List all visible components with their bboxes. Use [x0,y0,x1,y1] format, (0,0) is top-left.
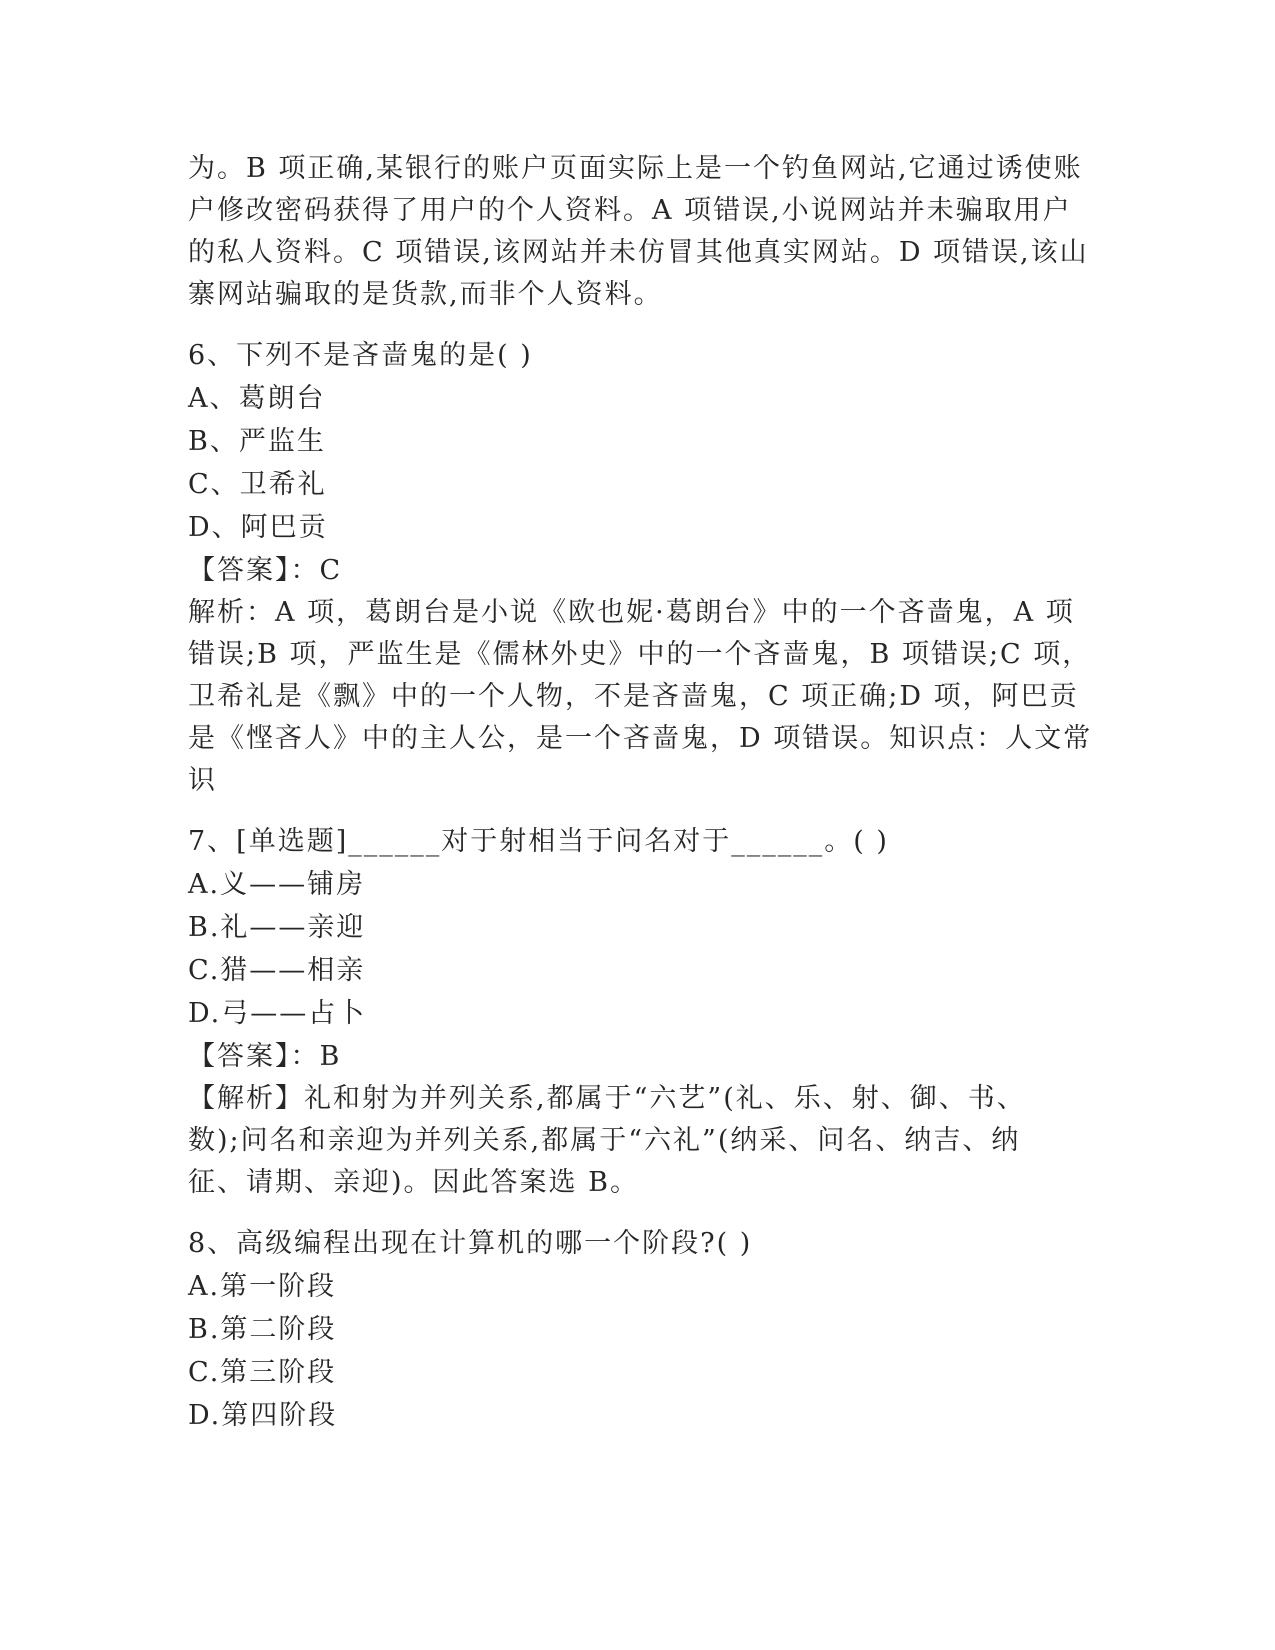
answer-line: 【答案】：C [188,555,343,586]
question-title: 8、高级编程出现在计算机的哪一个阶段?( ) [188,1228,753,1259]
spacer [188,316,1088,334]
analysis-line: 数);问名和亲迎为并列关系,都属于“六礼”(纳采、问名、纳吉、纳 [188,1125,1021,1156]
analysis-line: 为。B 项正确,某银行的账户页面实际上是一个钓鱼网站,它通过诱使账 [188,153,1083,184]
spacer [188,1204,1088,1222]
option-a: A.第一阶段 [188,1271,337,1302]
document-page [188,148,1093,1437]
option-b: B.第二阶段 [188,1314,337,1345]
option-d: D、阿巴贡 [188,512,328,543]
analysis-line: 错误;B 项，严监生是《儒林外史》中的一个吝啬鬼，B 项错误;C 项， [188,639,1092,670]
analysis-line: 是《悭吝人》中的主人公，是一个吝啬鬼，D 项错误。知识点：人文常 [188,723,1093,754]
question-title: 7、[单选题]______对于射相当于问名对于______。( ) [188,826,889,857]
option-c: C、卫希礼 [188,469,327,500]
analysis-line: 的私人资料。C 项错误,该网站并未仿冒其他真实网站。D 项错误,该山 [188,237,1089,268]
option-b: B.礼——亲迎 [188,912,366,943]
analysis-line: 解析：A 项，葛朗台是小说《欧也妮·葛朗台》中的一个吝啬鬼，A 项 [188,597,1075,628]
answer-line: 【答案】：B [188,1041,342,1072]
question-8 [188,1222,1088,1437]
analysis-line: 识 [188,765,217,796]
question-7 [188,820,1088,1204]
analysis-line: 【解析】礼和射为并列关系,都属于“六艺”(礼、乐、射、御、书、 [188,1083,1026,1114]
analysis-line: 寨网站骗取的是货款,而非个人资料。 [188,279,663,310]
option-d: D.第四阶段 [188,1400,338,1431]
spacer [188,802,1088,820]
analysis-line: 征、请期、亲迎)。因此答案选 B。 [188,1167,639,1198]
option-c: C.第三阶段 [188,1357,337,1388]
question-title: 6、下列不是吝啬鬼的是( ) [188,340,533,371]
question-6 [188,334,1093,802]
previous-analysis [188,148,1088,316]
option-a: A.义——铺房 [188,869,366,900]
analysis-line: 户修改密码获得了用户的个人资料。A 项错误,小说网站并未骗取用户 [188,195,1072,226]
option-a: A、葛朗台 [188,383,326,414]
analysis-line: 卫希礼是《飘》中的一个人物，不是吝啬鬼，C 项正确;D 项，阿巴贡 [188,681,1079,712]
option-b: B、严监生 [188,426,326,457]
option-c: C.猎——相亲 [188,955,366,986]
option-d: D.弓——占卜 [188,998,367,1029]
